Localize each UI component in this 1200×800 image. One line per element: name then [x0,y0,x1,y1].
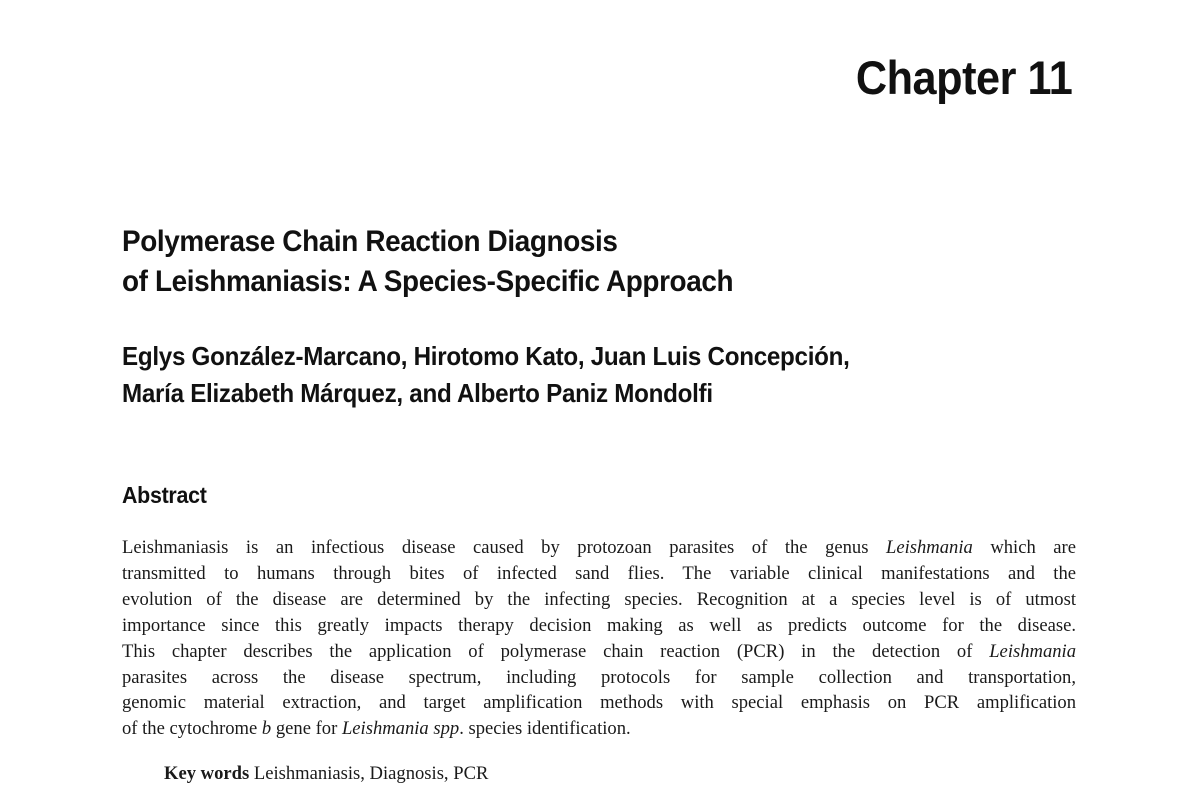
abstract-italic-term: Leishmania [886,537,973,558]
abstract-text-run: of the cytochrome [122,718,262,740]
author-list [122,338,1052,412]
abstract-text-run: parasites across the disease spectrum, including protocols for sample collection and transportation, [122,666,1076,688]
chapter-number: Chapter 11 [855,51,1072,104]
keywords-label: Key words [164,763,250,784]
abstract-text-run: evolution of the disease are determined by the infecting species. Recognition at a species level is of utmost [122,588,1076,610]
abstract-text-run: This chapter describes the application of polymerase chain reaction (PCR) in the detection of [122,640,990,662]
chapter-title-line-2: of Leishmaniasis: A Species-Specific Approach [122,265,734,298]
keywords [164,763,488,785]
abstract-italic-term: Leishmania spp [341,718,460,740]
chapter-title-line-1: Polymerase Chain Reaction Diagnosis [122,225,618,258]
abstract-line [122,665,1076,691]
chapter-title [122,222,1052,302]
keywords-text: Leishmaniasis, Diagnosis, PCR [253,763,489,784]
abstract-line [122,716,1076,742]
abstract-text-run: genomic material extraction, and target amplification methods with special emphasis on PCR amplification [122,692,1076,714]
abstract-line [122,587,1076,613]
abstract-text-run: gene for [271,718,342,740]
abstract-italic-term: Leishmania [989,640,1076,662]
abstract-heading: Abstract [122,482,207,508]
abstract-text-run: transmitted to humans through bites of infected sand flies. The variable clinical manifestations and the [122,562,1076,584]
abstract-text-run: which are [972,537,1076,558]
abstract-text [122,535,1076,742]
abstract-line [122,690,1076,716]
abstract-text-run: . species identification. [459,718,631,740]
abstract-text-run: Leishmaniasis is an infectious disease caused by protozoan parasites of the genus [122,537,886,558]
author-line-1: Eglys González-Marcano, Hirotomo Kato, Juan Luis Concepción, [122,341,850,371]
abstract-line [122,613,1076,639]
author-line-2: María Elizabeth Márquez, and Alberto Paniz Mondolfi [122,378,713,408]
abstract-italic-term: b [261,718,272,740]
abstract-text-run: importance since this greatly impacts therapy decision making as well as predicts outcome for the disease. [122,614,1076,636]
abstract-line [122,561,1076,587]
abstract-line [122,535,1076,561]
abstract-line [122,639,1076,665]
